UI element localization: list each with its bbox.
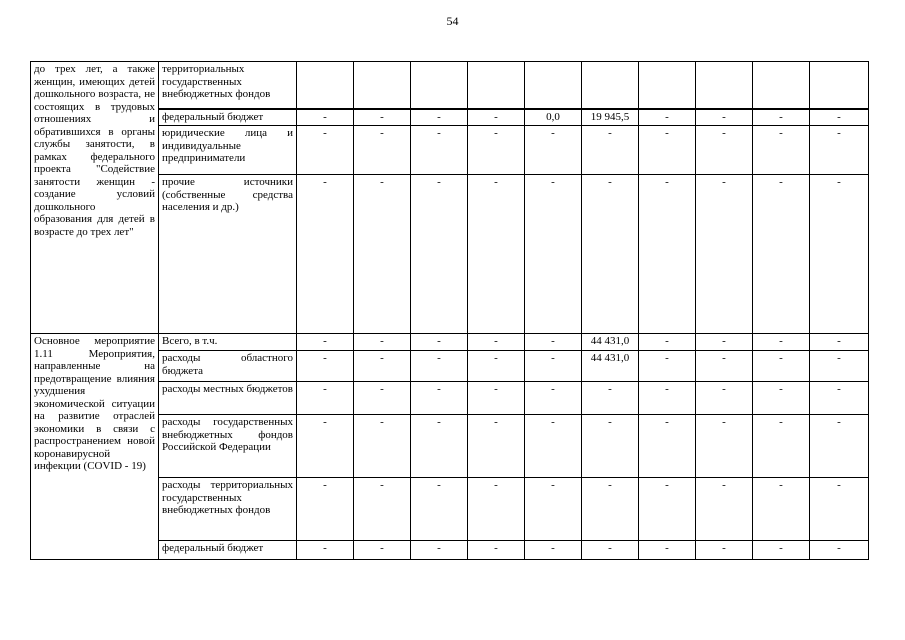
funding-source-cell: юридические лица и индивидуальные предприниматели (159, 126, 297, 175)
value-cell: - (468, 351, 525, 382)
value-cell: - (411, 382, 468, 415)
value-cell: - (354, 175, 411, 334)
budget-table (30, 61, 869, 560)
value-cell: - (582, 175, 639, 334)
value-cell: - (696, 382, 753, 415)
value-cell: - (696, 109, 753, 126)
value-cell (411, 62, 468, 109)
table-row (31, 62, 869, 109)
value-cell: - (411, 415, 468, 478)
value-cell: - (354, 415, 411, 478)
value-cell: - (696, 126, 753, 175)
funding-source-cell: расходы государственных внебюджетных фондов Российской Федерации (159, 415, 297, 478)
activity-name-cell: Основное мероприятие 1.11 Мероприятия, направленные на предотвращение влияния ухудшения экономической ситуации на развитие отраслей экономики в связи с распространением новой коронавирусной инфекции (COVID - 19) (31, 334, 159, 560)
value-cell: - (639, 109, 696, 126)
value-cell: - (297, 415, 354, 478)
value-cell: - (639, 478, 696, 541)
value-cell: - (810, 541, 869, 560)
value-cell: - (297, 126, 354, 175)
value-cell: - (297, 334, 354, 351)
value-cell: - (582, 478, 639, 541)
funding-source-cell: федеральный бюджет (159, 541, 297, 560)
value-cell (696, 62, 753, 109)
funding-source-cell: территориальных государственных внебюджетных фондов (159, 62, 297, 109)
funding-source-cell: расходы территориальных государственных внебюджетных фондов (159, 478, 297, 541)
value-cell (639, 62, 696, 109)
value-cell: - (810, 382, 869, 415)
value-cell: - (354, 126, 411, 175)
value-cell: - (468, 334, 525, 351)
value-cell: - (468, 175, 525, 334)
page-number: 54 (446, 14, 459, 28)
value-cell: - (468, 382, 525, 415)
value-cell (582, 62, 639, 109)
value-cell: - (639, 175, 696, 334)
value-cell: - (411, 351, 468, 382)
value-cell: - (525, 541, 582, 560)
value-cell: 44 431,0 (582, 334, 639, 351)
value-cell: - (297, 175, 354, 334)
value-cell: - (525, 175, 582, 334)
value-cell: - (525, 478, 582, 541)
value-cell: - (354, 334, 411, 351)
value-cell: - (810, 334, 869, 351)
value-cell: - (810, 478, 869, 541)
value-cell: - (468, 126, 525, 175)
value-cell: 0,0 (525, 109, 582, 126)
value-cell: - (297, 109, 354, 126)
value-cell (468, 62, 525, 109)
value-cell: - (525, 334, 582, 351)
value-cell: - (753, 382, 810, 415)
value-cell: - (297, 541, 354, 560)
funding-source-cell: федеральный бюджет (159, 109, 297, 126)
value-cell: - (411, 541, 468, 560)
value-cell: - (753, 109, 810, 126)
funding-source-cell: прочие источники (собственные средства населения и др.) (159, 175, 297, 334)
value-cell: - (411, 109, 468, 126)
value-cell: - (354, 109, 411, 126)
value-cell: - (639, 126, 696, 175)
value-cell: - (753, 478, 810, 541)
value-cell: - (582, 126, 639, 175)
value-cell: - (411, 478, 468, 541)
value-cell (354, 62, 411, 109)
value-cell: - (753, 415, 810, 478)
value-cell: 19 945,5 (582, 109, 639, 126)
value-cell: - (753, 175, 810, 334)
value-cell: - (354, 541, 411, 560)
value-cell: - (810, 126, 869, 175)
value-cell: - (468, 478, 525, 541)
table-row (31, 334, 869, 351)
value-cell: - (639, 541, 696, 560)
table-body (31, 62, 869, 560)
value-cell: - (639, 351, 696, 382)
value-cell: - (810, 415, 869, 478)
value-cell: - (297, 382, 354, 415)
value-cell: - (582, 541, 639, 560)
value-cell: - (525, 382, 582, 415)
value-cell (810, 62, 869, 109)
funding-source-cell: расходы областного бюджета (159, 351, 297, 382)
value-cell: - (582, 382, 639, 415)
value-cell: - (810, 351, 869, 382)
value-cell: - (810, 109, 869, 126)
value-cell: - (753, 334, 810, 351)
funding-source-cell: расходы местных бюджетов (159, 382, 297, 415)
value-cell (525, 62, 582, 109)
value-cell: - (753, 351, 810, 382)
value-cell: - (525, 126, 582, 175)
value-cell: - (696, 541, 753, 560)
value-cell: - (696, 415, 753, 478)
value-cell: - (696, 175, 753, 334)
value-cell: - (639, 415, 696, 478)
value-cell: 44 431,0 (582, 351, 639, 382)
value-cell: - (297, 351, 354, 382)
value-cell: - (354, 351, 411, 382)
value-cell: - (696, 478, 753, 541)
value-cell: - (354, 382, 411, 415)
value-cell: - (354, 478, 411, 541)
value-cell: - (468, 415, 525, 478)
value-cell: - (411, 175, 468, 334)
value-cell: - (753, 126, 810, 175)
value-cell: - (525, 415, 582, 478)
value-cell: - (525, 351, 582, 382)
value-cell: - (297, 478, 354, 541)
value-cell: - (696, 334, 753, 351)
value-cell: - (411, 334, 468, 351)
value-cell: - (411, 126, 468, 175)
value-cell: - (810, 175, 869, 334)
funding-source-cell: Всего, в т.ч. (159, 334, 297, 351)
value-cell: - (753, 541, 810, 560)
value-cell: - (468, 541, 525, 560)
value-cell: - (639, 334, 696, 351)
value-cell: - (582, 415, 639, 478)
value-cell (753, 62, 810, 109)
value-cell: - (639, 382, 696, 415)
value-cell (297, 62, 354, 109)
activity-name-cell: до трех лет, а также женщин, имеющих детей дошкольного возраста, не состоящих в трудовых отношениях и обратившихся в органы службы занятости, в рамках федерального проекта "Содействие занятости женщин - создание условий дошкольного образования для детей в возрасте до трех лет" (31, 62, 159, 334)
value-cell: - (468, 109, 525, 126)
value-cell: - (696, 351, 753, 382)
